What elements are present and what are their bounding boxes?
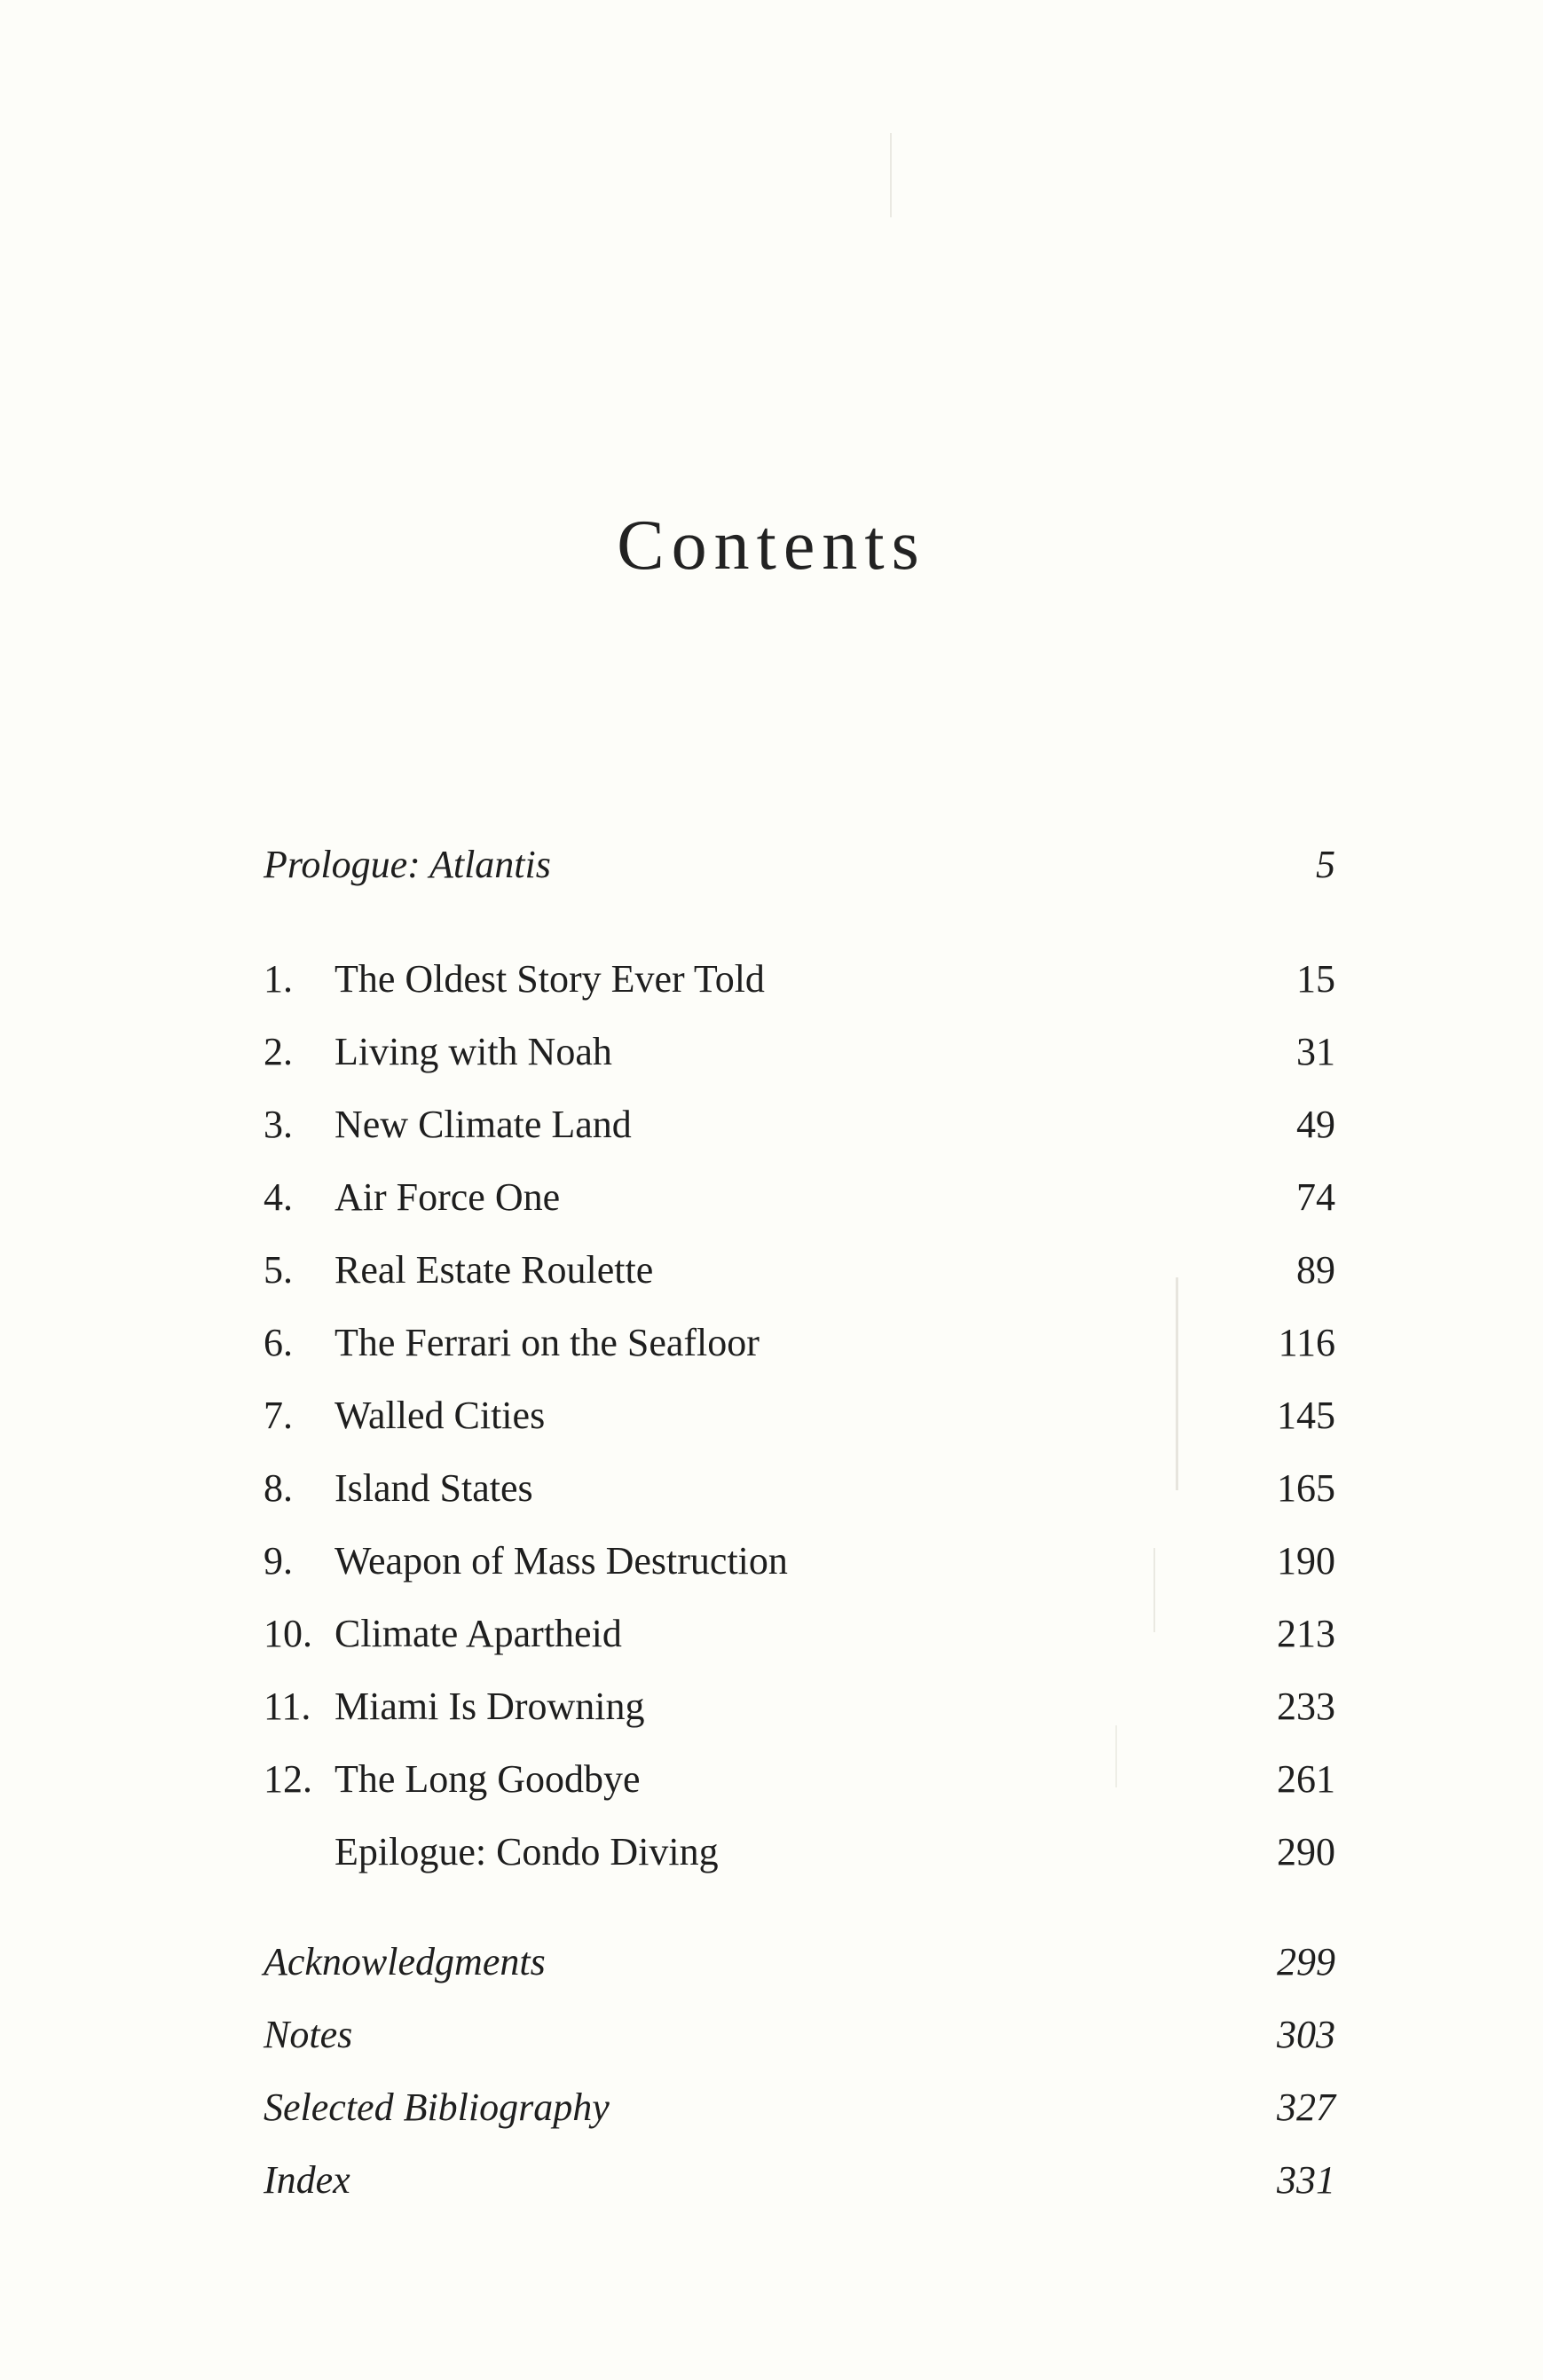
toc-entry-page: 331 (1277, 2158, 1335, 2202)
toc-entry-chapter (264, 1525, 1335, 1598)
toc-chapters-section (264, 943, 1335, 1889)
toc-entry-chapter (264, 1016, 1335, 1088)
toc-entry-page: 31 (1296, 1030, 1335, 1073)
toc-entry-label: Real Estate Roulette (335, 1248, 654, 1292)
toc-entry-backmatter (264, 1999, 1335, 2071)
toc-entry-chapter (264, 1379, 1335, 1452)
toc-entry-label: Climate Apartheid (335, 1612, 622, 1655)
toc-entry-number: 6. (264, 1321, 293, 1364)
toc-entry-number: 10. (264, 1612, 312, 1655)
toc-entry-label: Air Force One (335, 1175, 561, 1219)
toc-entry-page: 290 (1277, 1830, 1335, 1873)
toc-entry-label: Weapon of Mass Destruction (335, 1539, 788, 1583)
toc-entry-number: 4. (264, 1175, 293, 1219)
toc-entry-page: 116 (1278, 1321, 1335, 1364)
toc-entry-page: 233 (1277, 1685, 1335, 1728)
toc-entry-number: 8. (264, 1466, 293, 1510)
toc-entry-page: 89 (1296, 1248, 1335, 1292)
toc-entry-label: New Climate Land (335, 1103, 632, 1146)
toc-entry-number: 5. (264, 1248, 293, 1292)
toc-entry-number: 2. (264, 1030, 293, 1073)
page-title: Contents (617, 507, 926, 585)
toc-entry-page: 213 (1277, 1612, 1335, 1655)
toc-entry-page: 74 (1296, 1175, 1335, 1219)
toc-entry-label: Acknowledgments (264, 1940, 546, 1983)
toc-entry-number: 3. (264, 1103, 293, 1146)
toc-entry-prologue (264, 829, 1335, 901)
toc-entry-label: Epilogue: Condo Diving (335, 1830, 719, 1873)
toc-entry-epilogue (264, 1816, 1335, 1889)
toc-entry-chapter (264, 1670, 1335, 1743)
toc-entry-label: Selected Bibliography (264, 2085, 610, 2129)
toc-entry-label: Index (264, 2158, 350, 2202)
toc-entry-backmatter (264, 2071, 1335, 2144)
toc-entry-chapter (264, 1161, 1335, 1234)
toc-entry-label: The Ferrari on the Seafloor (335, 1321, 760, 1364)
toc-entry-number: 7. (264, 1394, 293, 1437)
toc-entry-page: 299 (1277, 1940, 1335, 1983)
toc-entry-chapter (264, 1743, 1335, 1816)
toc-entry-label: Living with Noah (335, 1030, 612, 1073)
toc-entry-page: 327 (1277, 2085, 1335, 2129)
toc-entry-page: 49 (1296, 1103, 1335, 1146)
toc-entry-number: 12. (264, 1757, 312, 1801)
toc-entry-page: 261 (1277, 1757, 1335, 1801)
toc-entry-chapter (264, 1452, 1335, 1525)
toc-entry-label: Notes (264, 2013, 353, 2056)
toc-entry-page: 165 (1277, 1466, 1335, 1510)
toc-entry-page: 190 (1277, 1539, 1335, 1583)
toc-prologue-section (264, 829, 1335, 901)
toc-entry-label: The Oldest Story Ever Told (335, 957, 765, 1001)
toc-entry-backmatter (264, 2144, 1335, 2217)
toc-entry-number: 9. (264, 1539, 293, 1583)
toc-entry-number: 11. (264, 1685, 311, 1728)
toc-entry-label: Miami Is Drowning (335, 1685, 645, 1728)
paper-speck (890, 133, 892, 217)
toc-entry-label: Island States (335, 1466, 533, 1510)
toc-entry-page: 5 (1316, 843, 1335, 886)
toc-entry-label: Walled Cities (335, 1394, 546, 1437)
toc-entry-page: 145 (1277, 1394, 1335, 1437)
toc-entry-backmatter (264, 1926, 1335, 1999)
toc-entry-page: 15 (1296, 957, 1335, 1001)
toc-entry-chapter (264, 943, 1335, 1016)
toc-entry-label: The Long Goodbye (335, 1757, 641, 1801)
toc-entry-label: Prologue: Atlantis (264, 843, 551, 886)
toc-entry-chapter (264, 1234, 1335, 1307)
toc-entry-number: 1. (264, 957, 293, 1001)
toc-entry-chapter (264, 1088, 1335, 1161)
toc-entry-chapter (264, 1598, 1335, 1670)
toc-entry-page: 303 (1277, 2013, 1335, 2056)
toc-backmatter-section (264, 1926, 1335, 2217)
toc-entry-chapter (264, 1307, 1335, 1379)
